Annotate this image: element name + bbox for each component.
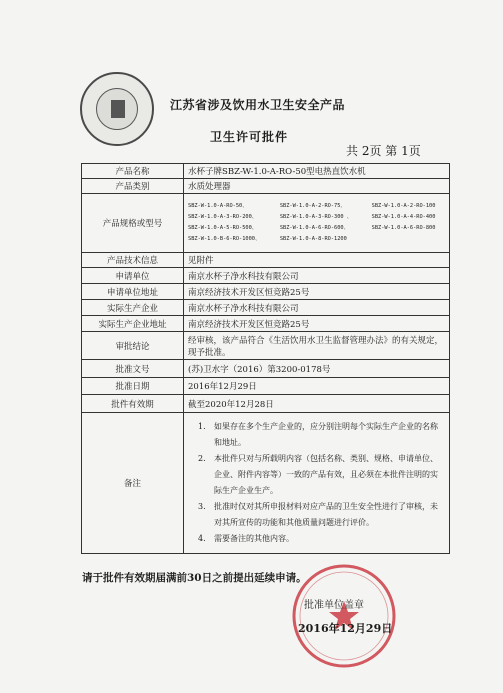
spec-item: SBZ-W-1.0-A-2-RO-75、 — [279, 203, 346, 209]
spec-item: SBZ-W-1.0-A-4-RO-400 — [371, 214, 436, 220]
page-number: 共 2页 第 1页 — [346, 144, 421, 158]
remark-item — [198, 531, 441, 547]
table-row — [82, 194, 450, 253]
remark-item — [198, 499, 441, 531]
table-row — [82, 378, 450, 395]
remarks-list — [188, 414, 445, 552]
document-title: 江苏省涉及饮用水卫生安全产品 — [170, 98, 346, 112]
remark-item — [198, 419, 441, 451]
field-label: 备注 — [82, 413, 184, 554]
field-value: 南京经济技术开发区恒竞路25号 — [184, 284, 450, 300]
field-label: 产品类别 — [82, 179, 184, 194]
field-value: 经审核，该产品符合《生活饮用水卫生监督管理办法》的有关规定，现予批准。 — [184, 332, 450, 360]
field-value: (苏)卫水字（2016）第3200-0178号 — [184, 360, 450, 378]
spec-item: SBZ-W-1.0-A-3-RO-200、 — [188, 214, 258, 220]
permit-table — [81, 163, 450, 554]
table-row — [82, 413, 450, 554]
health-department-logo — [80, 72, 154, 146]
field-value: 见附件 — [184, 253, 450, 268]
remark-number: 3. — [198, 502, 206, 511]
spec-item: SBZ-W-1.0-A-6-RO-800 — [371, 225, 436, 231]
remark-text: 本批件只对与所载明内容（包括名称、类别、规格、申请单位、企业、附件内容等）一致的产品有效，且必须在本批件注明的实际生产企业生产。 — [214, 454, 438, 495]
table-row — [82, 300, 450, 316]
spec-item: SBZ-W-1.0-A-6-RO-600、 — [279, 225, 349, 231]
table-row — [82, 268, 450, 284]
field-value: 截至2020年12月28日 — [184, 395, 450, 413]
field-label: 申请单位地址 — [82, 284, 184, 300]
spec-item: SBZ-W-1.0-A-5-RO-500、 — [188, 225, 258, 231]
spec-list — [188, 200, 445, 246]
spec-item: SBZ-W-1.0-B-6-RO-1000、 — [188, 236, 261, 242]
field-label: 审批结论 — [82, 332, 184, 360]
table-row — [82, 316, 450, 332]
issuer-label: 批准单位盖章 — [304, 600, 364, 611]
field-value: 南京经济技术开发区恒竞路25号 — [184, 316, 450, 332]
table-row — [82, 395, 450, 413]
field-value: 2016年12月29日 — [184, 378, 450, 395]
remark-text: 需要备注的其他内容。 — [214, 534, 294, 543]
spec-item: SBZ-W-1.0-A-8-RO-1200 — [279, 236, 347, 242]
table-row — [82, 284, 450, 300]
remark-number: 1. — [198, 422, 206, 431]
spec-cell — [184, 194, 450, 253]
logo-emblem — [111, 100, 125, 118]
field-label: 批准日期 — [82, 378, 184, 395]
remark-number: 2. — [198, 454, 206, 463]
field-label: 批准文号 — [82, 360, 184, 378]
field-value: 水质处理器 — [184, 179, 450, 194]
field-label: 实际生产企业 — [82, 300, 184, 316]
table-row — [82, 179, 450, 194]
document-subtitle: 卫生许可批件 — [210, 130, 289, 144]
remark-text: 如果存在多个生产企业的，应分别注明每个实际生产企业的名称和地址。 — [214, 422, 438, 447]
official-stamp-icon — [289, 561, 399, 671]
spec-item: SBZ-W-1.0-A-3-RO-300 、 — [279, 214, 353, 220]
field-label: 批件有效期 — [82, 395, 184, 413]
remark-text: 批准时仅对其所申报材料对应产品的卫生安全性进行了审核，未对其所宣传的功能和其他质量问题进行评价。 — [214, 502, 438, 527]
field-value: 南京水杯子净水科技有限公司 — [184, 300, 450, 316]
table-row — [82, 332, 450, 360]
issue-date: 2016年12月29日 — [298, 622, 393, 635]
remark-number: 4. — [198, 534, 206, 543]
spec-item: SBZ-W-1.0-A-RO-50、 — [188, 203, 248, 209]
table-row — [82, 360, 450, 378]
field-label: 产品技术信息 — [82, 253, 184, 268]
field-value: 南京水杯子净水科技有限公司 — [184, 268, 450, 284]
field-value: 水杯子牌SBZ-W-1.0-A-RO-50型电热直饮水机 — [184, 164, 450, 179]
table-row — [82, 253, 450, 268]
remarks-cell — [184, 413, 450, 554]
field-label: 产品名称 — [82, 164, 184, 179]
field-label: 产品规格或型号 — [82, 194, 184, 253]
field-label: 实际生产企业地址 — [82, 316, 184, 332]
spec-item: SBZ-W-1.0-A-2-RO-100 — [371, 203, 436, 209]
table-row — [82, 164, 450, 179]
remark-item — [198, 451, 441, 499]
renewal-notice: 请于批件有效期届满前30日之前提出延续申请。 — [82, 572, 307, 584]
field-label: 申请单位 — [82, 268, 184, 284]
